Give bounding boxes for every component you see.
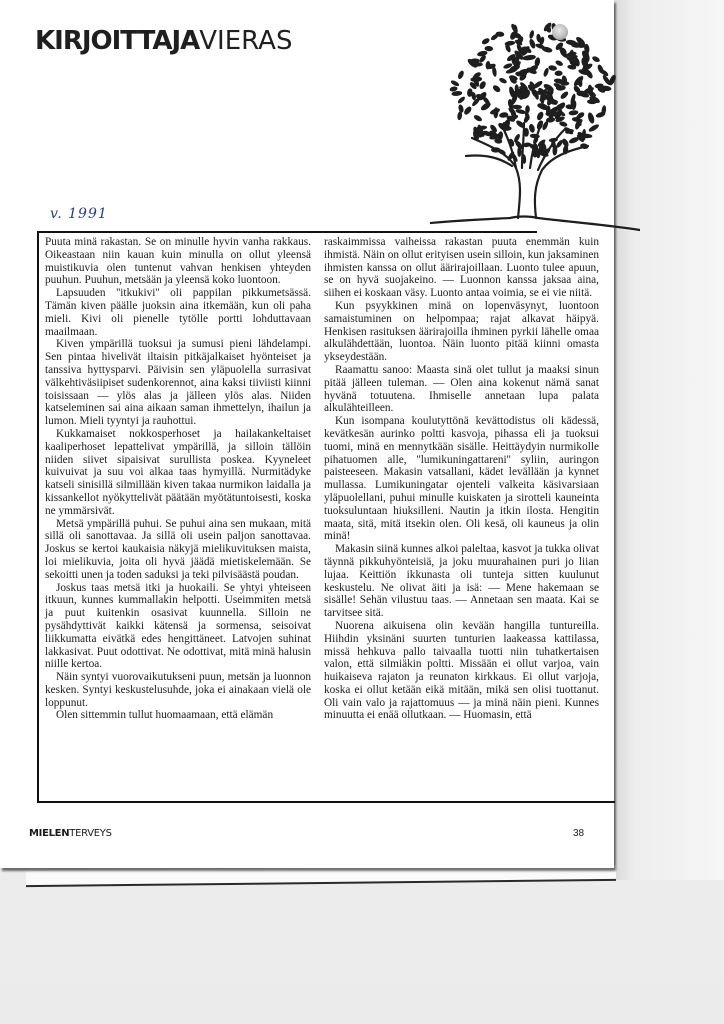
paragraph: Kukkamaiset nokkosperhoset ja hailakankeltaiset kaaliperhoset lepattelivat ympärillä, ja silloin tällöin niiden siivet sipaisivat surullista poskea. Kyyneleet kuivuivat ja suu voi alkaa taas hymyillä. Nurmitädyke katseli sinisillä silmillään kiven takaa nurmikon laidalla ja kissankellot nyökyttelivät päätään myötätuntoisesti, koska ne ymmärsivät.: [45, 427, 311, 517]
tree-leaf: [481, 37, 491, 46]
handwritten-year-note: v. 1991: [50, 206, 108, 222]
tree-leaf: [498, 77, 507, 85]
tree-leaf: [473, 114, 483, 123]
paragraph: raskaimmissa vaiheissa rakastan puuta enemmän kuin ihmistä. Näin on ollut erityisen usein silloin, kun jaksaminen ihmisten kanssa on ollut äärirajoillaan. Luonto tulee apuun, se on hyvä suojakeino. — Luonnon kanssa jaksaa aina, siihen ei koskaan väsy. Luonto antaa voimia, se ei vie niitä.: [324, 236, 599, 300]
tree-leaf: [568, 110, 578, 116]
paragraph: Kun isompana koulutyttönä kevättodistus oli kädessä, kevätkesän aurinko poltti kasvoja, pihassa eli ja tuoksui tuomi, minä en mennytkään sisälle. Heittäydyin nurmikolle pihatuomen alle, ''lumikuningattareni'' syliin, auringon paisteeseen. Makasin vatsallani, kädet levällään ja kynnet mullassa. Lumikuningatar ojenteli valkeita käsivarsiaan yläpuolellani, puhui minulle kuiskaten ja sirotteli kauneinta tuoksuluntaan hiuksilleni. Nautin ja itkin ilosta. Hengitin maata, sitä, mitä itsekin olen. Oli kesä, oli kauneus ja olin minä!: [324, 415, 599, 543]
masthead-bold: KIRJOITTAJA: [35, 26, 200, 56]
tree-leaf: [529, 30, 535, 40]
tree-leaf: [492, 84, 502, 94]
tree-leaf: [548, 65, 557, 72]
tree-leaf: [559, 90, 569, 100]
section-masthead: [35, 28, 292, 54]
tree-leaf: [463, 105, 473, 116]
footer-brand-bold: MIELEN: [29, 828, 70, 839]
paragraph: Joskus taas metsä itki ja huokaili. Se yhtyi yhteiseen itkuun, kunnes kummallakin helpotti. Useimmiten metsä ja puut kuitenkin osasivat kuunnella. Silloin ne pysähdyttivät kaikki kätensä ja sormensa, seisoivat liikkumatta eivätkä edes hengittäneet. Latvojen suhinat lakkasivat. Puut odottivat. Ne odottivat, mitä minä halusin niille kertoa.: [45, 581, 311, 671]
footer-brand-light: TERVEYS: [69, 828, 112, 839]
punch-hole: [552, 24, 568, 40]
tree-leaf: [512, 105, 522, 110]
tree-leaf: [458, 104, 465, 113]
tree-leaf: [536, 111, 545, 122]
tree-leaf: [515, 108, 526, 115]
tree-leaf: [484, 46, 493, 52]
paragraph: Näin syntyi vuorovaikutukseni puun, metsän ja luonnon kesken. Syntyi keskustelusuhde, joka ei ainakaan vielä ole loppunut.: [45, 671, 311, 709]
tree-leaf: [591, 55, 600, 63]
masthead-light: VIERAS: [199, 26, 293, 56]
tree-leaf: [543, 67, 550, 77]
tree-leaf: [450, 79, 460, 87]
paragraph: Kiven ympärillä tuoksui ja sumusi pieni lähdelampi. Sen pintaa hivelivät iltaisin pitkäjalkaiset hyönteiset ja tanssiva hyttysparvi. Päivisin sen yläpuolella surrasivat välkehtiväsiipiset sudenkorennot, aina kaksi tiiviisti kiinni toisissaan — ylös alas ja jälleen ylös alas. Niiden katseleminen sai aina aikaan saman ihmettelyn, ihailun ja lumon. Mieli tyyntyi ja rauhottui.: [45, 338, 311, 428]
tree-leaf: [588, 123, 600, 133]
paragraph: Nuorena aikuisena olin kevään hangilla tuntureilla. Hiihdin yksinäni suurten tunturien laakeassa kattilassa, missä hehkuva pallo taivaalla tuotti niin tuhatkertaisen valon, että silmiäkin poltti. Missään ei ollut varjoa, vain huikaiseva rajaton ja reunaton kirkkaus. Ei ollut varjoja, koska ei ollut ketään eikä mitään, mikä sen olisi tuottanut. Oli vain valo ja rajattomuus — ja minä näin pieni. Kunnes minuutta ei enää ollutkaan. — Huomasin, että: [324, 619, 599, 722]
underlying-page-edge: [26, 865, 616, 887]
tree-leaf: [457, 95, 466, 104]
tree-leaf: [457, 70, 465, 80]
footer-magazine-name: [29, 828, 112, 839]
paragraph: Metsä ympärillä puhui. Se puhui aina sen mukaan, mitä sillä oli sanottavaa. Ja sillä oli usein paljon sanottavaa. Joskus se kertoi kaukaisia näkyjä mielikuvituksen maista, loi mielikuvia, joita oli hyvä jäädä mietiskelemään. Se sekoitti unen ja toden saduksi ja teki pilvisäästä poudan.: [45, 517, 311, 581]
tree-leaf: [587, 112, 596, 125]
paragraph: Raamattu sanoo: Maasta sinä olet tullut ja maaksi sinun pitää jälleen tuleman. — Olen aina kokenut nämä sanat hyvänä totuutena. Ihmiselle annetaan lupa palata alkulähteilleen.: [324, 363, 599, 415]
paragraph: Lapsuuden ''itkukivi'' oli pappilan pikkumetsässä. Tämän kiven päälle juoksin aina itkemään, kun oli paha mieli. Kivi oli pienelle tytölle portti lohduttavaan maailmaan.: [45, 287, 311, 338]
article-left-column: [45, 236, 311, 722]
article-frame-top-rule: [37, 231, 537, 233]
paragraph: Olen sittemmin tullut huomaamaan, että elämän: [56, 709, 274, 722]
tree-leaf: [470, 76, 482, 82]
tree-leaf: [555, 59, 564, 67]
tree-leaf: [478, 80, 487, 90]
page-number: 38: [573, 828, 585, 839]
paragraph: Puuta minä rakastan. Se on minulle hyvin vanha rakkaus. Oikeastaan niin kauan kuin minulla on ollut yleensä muistikuvia olen tuntenut vahvan henkisen yhteyden puuhun. Puuhun, metsään ja yleensä koko luontoon.: [45, 236, 311, 287]
paragraph: Makasin siinä kunnes alkoi paleltaa, kasvot ja tukka olivat täynnä pikkuhyönteisiä, ja joku muurahainen puri jo liian lujaa. Keittiön ikkunasta oli tunteja sitten kuulunut keskustelu. Ne olivat äiti ja isä: — Mene hakemaan se sisälle! Sehän vilustuu taas. — Annetaan sen maata. Kai se tarvitsee sitä.: [324, 543, 599, 620]
tree-leaf: [515, 71, 527, 76]
article-right-column: [324, 236, 599, 722]
paragraph: Kun psyykkinen minä on lopenväsynyt, luontoon samaistuminen on helpompaa; rajat alkavat häipyä. Henkisen rasituksen äärirajoilla ihminen pyrkii lähelle omaa alkulähdettään, luontoa. Näin luonto pitää kiinni omasta ykseydestään.: [324, 299, 599, 364]
tree-leaf: [560, 81, 569, 86]
tree-icon: [430, 18, 640, 233]
tree-leaf: [528, 123, 536, 133]
tree-leaf: [555, 71, 563, 77]
